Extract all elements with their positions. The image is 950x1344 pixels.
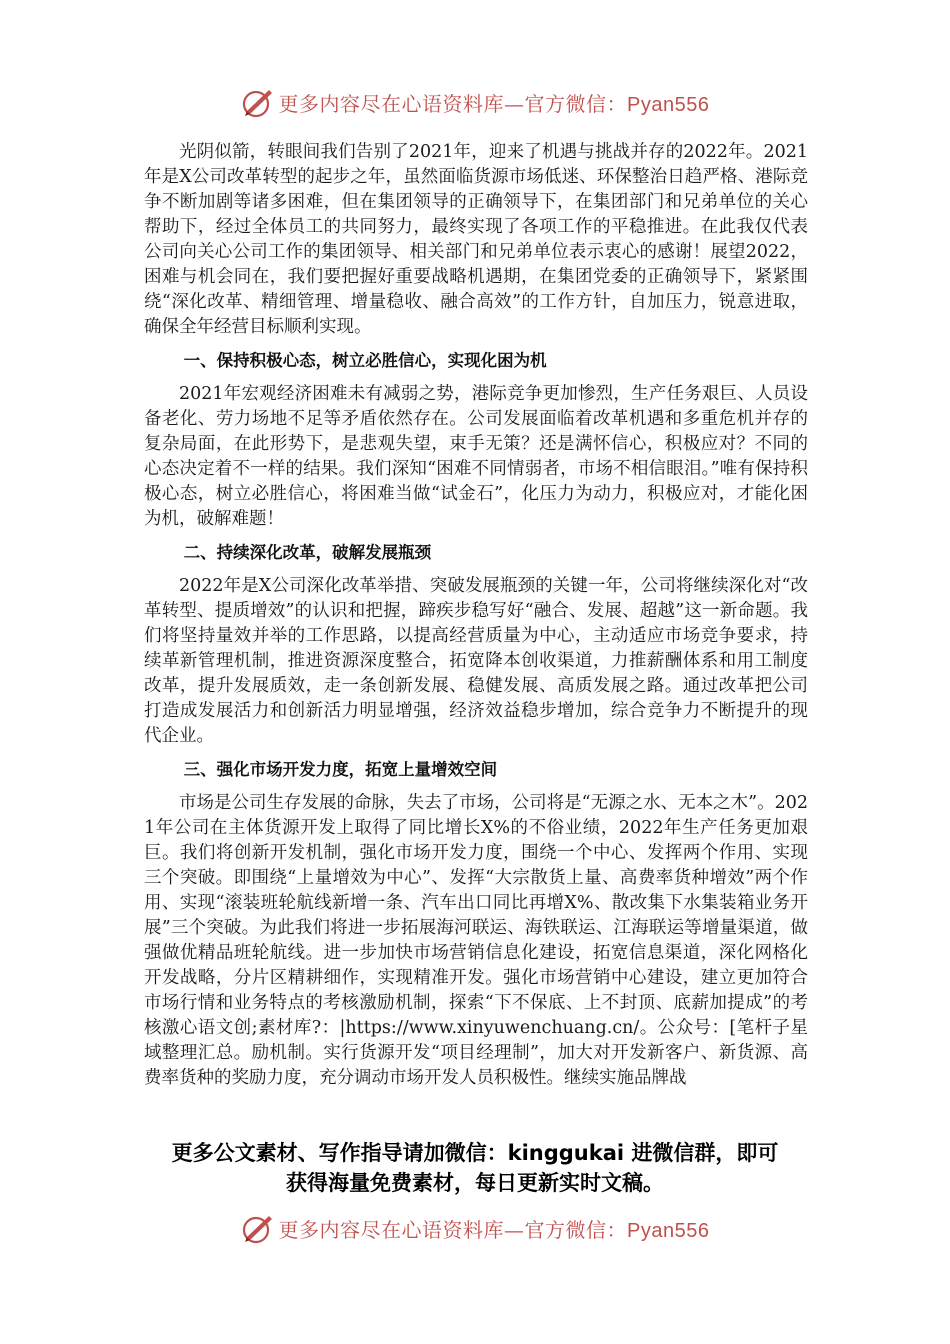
section-2-heading: 二、持续深化改革，破解发展瓶颈 (183, 543, 432, 562)
banner-wechat-id: Pyan556 (627, 93, 710, 116)
document-body (144, 140, 808, 1091)
section-1-body: 2021年宏观经济困难未有减弱之势，港际竞争更加惨烈，生产任务艰巨、人员设备老化、劳力场地不足等矛盾依然存在。公司发展面临着改革机遇和多重危机并存的复杂局面，在此形势下，是悲观失望，束手无策？还是满怀信心，积极应对？不同的心态决定着不一样的结果。我们深知“困难不同情弱者，市场不相信眼泪。”唯有保持积极心态，树立必胜信心，将困难当做“试金石”，化压力为动力，积极应对，才能化困为机，破解难题！ (144, 384, 808, 529)
notice-line-2: 获得海量免费素材，每日更新实时文稿。 (286, 1171, 664, 1195)
section-1-heading: 一、保持积极心态，树立必胜信心，实现化困为机 (183, 351, 547, 370)
section-3-body: 市场是公司生存发展的命脉，失去了市场，公司将是“无源之水、无本之木”。2021年公司在主体货源开发上取得了同比增长X%的不俗业绩，2022年生产任务更加艰巨。我们将创新开发机制，强化市场开发力度，围绕一个中心、发挥两个作用、实现三个突破。即围绕“上量增效为中心”、发挥“大宗散货上量、高费率货种增效”两个作用、实现“滚装班轮航线新增一条、汽车出口同比再增X%、散改集下水集装箱业务开展”三个突破。为此我们将进一步拓展海河联运、海铁联运、江海联运等增量渠道，做强做优精品班轮航线。进一步加快市场营销信息化建设，拓宽信息渠道，深化网格化开发战略，分片区精耕细作，实现精准开发。强化市场营销中心建设，建立更加符合市场行情和业务特点的考核激励机制，探索“下不保底、上不封顶、底薪加提成”的考核激心语文创;素材库?：|https://www.xinyuwenchuang.cn/。公众号：[笔杆子星域整理汇总。励机制。实行货源开发“项目经理制”，加大对开发新客户、新货源、高费率货种的奖励力度，充分调动市场开发人员积极性。继续实施品牌战 (144, 793, 808, 1088)
pen-logo-icon (241, 1211, 275, 1245)
footer-banner (0, 1208, 950, 1248)
banner-slogan: 更多内容尽在心语资料库—官方微信：Pyan556 (278, 91, 710, 116)
section-3-heading: 三、强化市场开发力度，拓宽上量增效空间 (183, 760, 498, 779)
banner-slogan: 更多内容尽在心语资料库—官方微信：Pyan556 (278, 1217, 710, 1242)
notice-line-1: 更多公文素材、写作指导请加微信：kinggukai 进微信群，即可 (171, 1141, 779, 1165)
banner-wechat-id: Pyan556 (627, 1219, 710, 1242)
wechat-notice (0, 1138, 950, 1198)
header-banner (0, 82, 950, 122)
intro-paragraph: 光阴似箭，转眼间我们告别了2021年，迎来了机遇与挑战并存的2022年。2021年是X公司改革转型的起步之年，虽然面临货源市场低迷、环保整治日趋严格、港际竞争不断加剧等诸多困难，但在集团领导的正确领导下，在集团部门和兄弟单位的关心帮助下，经过全体员工的共同努力，最终实现了各项工作的平稳推进。在此我仅代表公司向关心公司工作的集团领导、相关部门和兄弟单位表示衷心的感谢！展望2022，困难与机会同在，我们要把握好重要战略机遇期，在集团党委的正确领导下，紧紧围绕“深化改革、精细管理、增量稳收、融合高效”的工作方针，自加压力，锐意进取，确保全年经营目标顺利实现。 (144, 142, 808, 337)
pen-logo-icon (241, 85, 275, 119)
section-2-body: 2022年是X公司深化改革举措、突破发展瓶颈的关键一年，公司将继续深化对“改革转型、提质增效”的认识和把握，蹄疾步稳写好“融合、发展、超越”这一新命题。我们将坚持量效并举的工作思路，以提高经营质量为中心，主动适应市场竞争要求，持续革新管理机制，推进资源深度整合，拓宽降本创收渠道，力推薪酬体系和用工制度改革，提升发展质效，走一条创新发展、稳健发展、高质发展之路。通过改革把公司打造成发展活力和创新活力明显增强，经济效益稳步增加，综合竞争力不断提升的现代企业。 (144, 576, 808, 746)
